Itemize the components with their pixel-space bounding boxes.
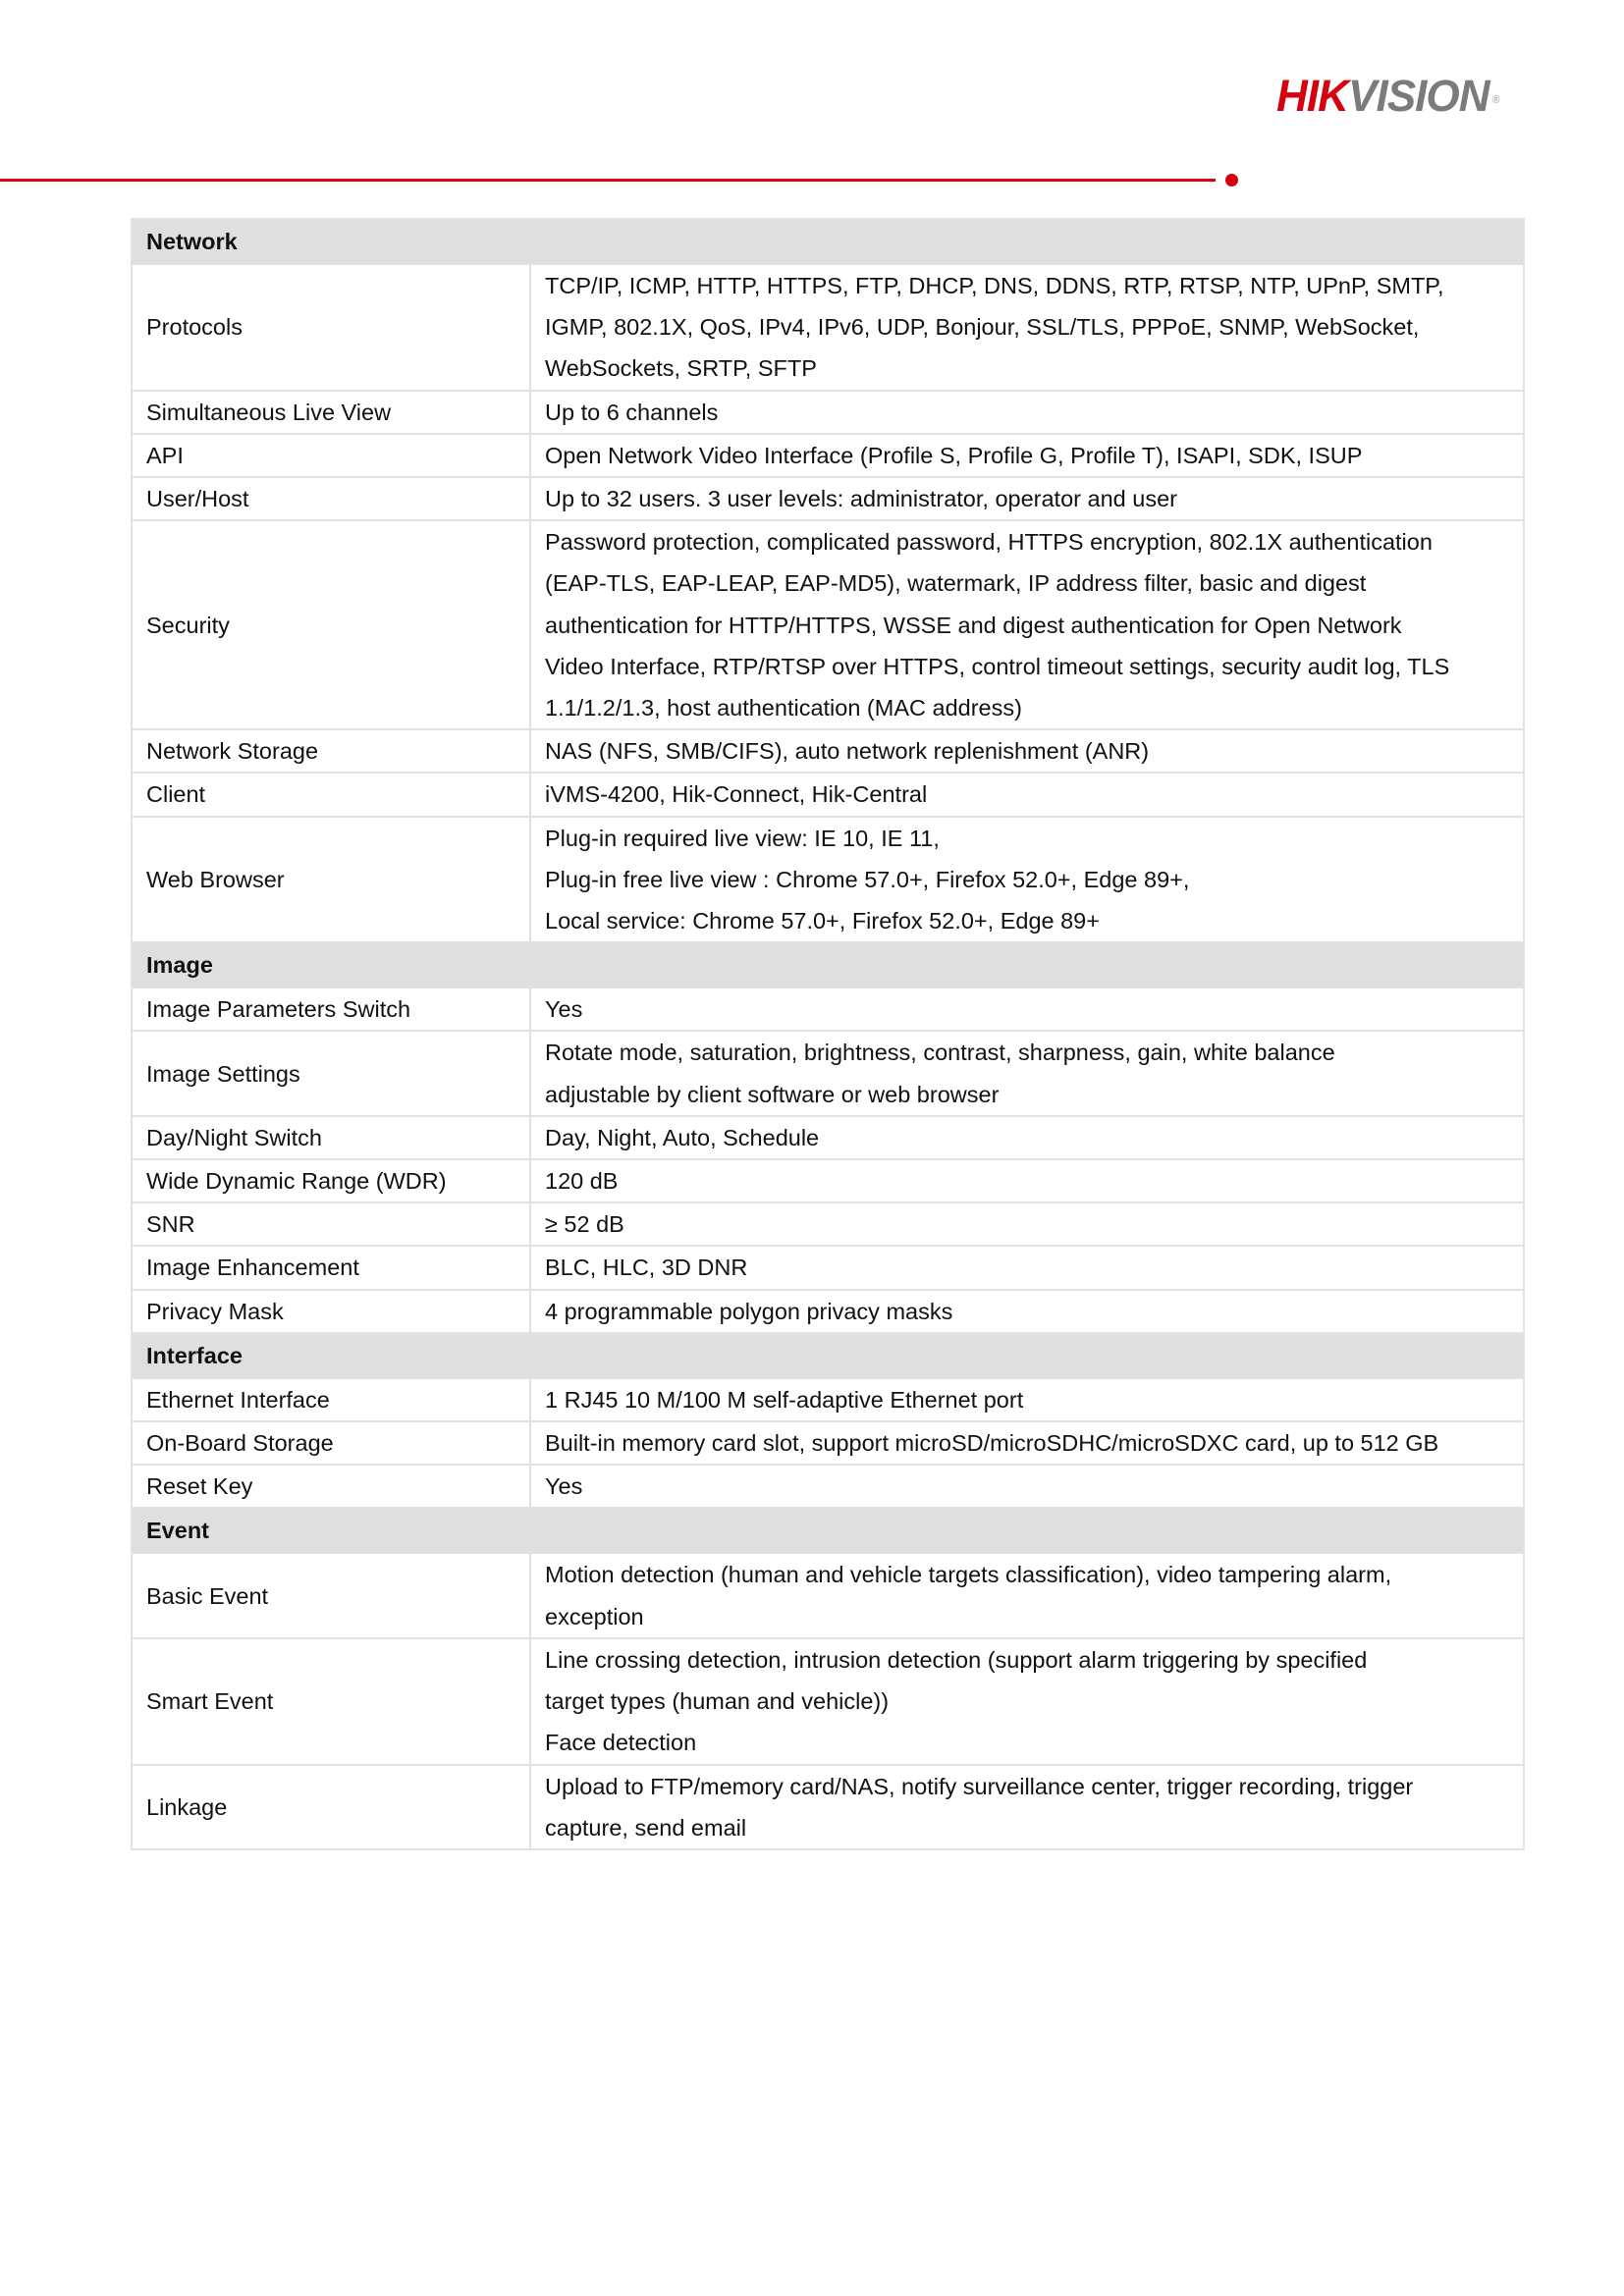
spec-value-line: Built-in memory card slot, support microSD/microSDHC/microSDXC card, up to 512 GB bbox=[545, 1430, 1439, 1457]
spec-value bbox=[530, 477, 1524, 520]
section-title: Image bbox=[132, 942, 1524, 988]
spec-row bbox=[132, 988, 1524, 1031]
spec-value-line: ≥ 52 dB bbox=[545, 1211, 624, 1238]
spec-value-line: WebSockets, SRTP, SFTP bbox=[545, 355, 817, 382]
spec-row bbox=[132, 1421, 1524, 1465]
spec-value-line: Yes bbox=[545, 996, 583, 1023]
spec-row bbox=[132, 1159, 1524, 1202]
spec-label: Linkage bbox=[132, 1765, 530, 1849]
spec-row bbox=[132, 773, 1524, 816]
registered-mark: ® bbox=[1491, 94, 1499, 106]
spec-value bbox=[530, 729, 1524, 773]
spec-row bbox=[132, 264, 1524, 391]
spec-value-line: 1 RJ45 10 M/100 M self-adaptive Ethernet port bbox=[545, 1386, 1024, 1413]
spec-label: Image Enhancement bbox=[132, 1246, 530, 1289]
spec-value-line: IGMP, 802.1X, QoS, IPv4, IPv6, UDP, Bonjour, SSL/TLS, PPPoE, SNMP, WebSocket, bbox=[545, 314, 1420, 341]
spec-value-line: Motion detection (human and vehicle targets classification), video tampering alarm, bbox=[545, 1562, 1392, 1588]
spec-label: API bbox=[132, 434, 530, 477]
spec-row bbox=[132, 1116, 1524, 1159]
spec-value-line: Video Interface, RTP/RTSP over HTTPS, control timeout settings, security audit log, TLS bbox=[545, 653, 1450, 679]
specification-table bbox=[131, 218, 1525, 1850]
spec-label: Smart Event bbox=[132, 1638, 530, 1765]
spec-value bbox=[530, 988, 1524, 1031]
header-red-rule bbox=[0, 179, 1216, 182]
spec-label: Client bbox=[132, 773, 530, 816]
spec-label: Security bbox=[132, 520, 530, 729]
spec-value bbox=[530, 520, 1524, 729]
spec-value-line: Day, Night, Auto, Schedule bbox=[545, 1124, 820, 1150]
spec-row bbox=[132, 434, 1524, 477]
spec-value-line: Local service: Chrome 57.0+, Firefox 52.0+, Edge 89+ bbox=[545, 908, 1100, 934]
spec-row bbox=[132, 1765, 1524, 1849]
spec-row bbox=[132, 1465, 1524, 1508]
spec-value bbox=[530, 1159, 1524, 1202]
spec-value-line: adjustable by client software or web browser bbox=[545, 1081, 1000, 1107]
spec-value bbox=[530, 1638, 1524, 1765]
spec-value-line: capture, send email bbox=[545, 1814, 747, 1841]
spec-value-line: BLC, HLC, 3D DNR bbox=[545, 1255, 748, 1281]
spec-value bbox=[530, 1421, 1524, 1465]
spec-label: Protocols bbox=[132, 264, 530, 391]
spec-value bbox=[530, 1246, 1524, 1289]
spec-row bbox=[132, 1246, 1524, 1289]
spec-label: SNR bbox=[132, 1202, 530, 1246]
section-title: Interface bbox=[132, 1333, 1524, 1378]
spec-value-line: 120 dB bbox=[545, 1168, 619, 1195]
spec-value-line: Line crossing detection, intrusion detection (support alarm triggering by specified bbox=[545, 1646, 1368, 1673]
spec-value-line: Open Network Video Interface (Profile S, Profile G, Profile T), ISAPI, SDK, ISUP bbox=[545, 442, 1363, 468]
logo-gray-text: VISION bbox=[1348, 71, 1489, 121]
spec-row bbox=[132, 520, 1524, 729]
spec-row bbox=[132, 817, 1524, 943]
spec-value-line: Face detection bbox=[545, 1730, 697, 1756]
spec-value-line: Password protection, complicated password, HTTPS encryption, 802.1X authentication bbox=[545, 529, 1433, 556]
spec-row bbox=[132, 1031, 1524, 1115]
spec-value-line: Up to 6 channels bbox=[545, 399, 719, 425]
spec-value bbox=[530, 1465, 1524, 1508]
spec-value bbox=[530, 264, 1524, 391]
spec-value bbox=[530, 1202, 1524, 1246]
spec-row bbox=[132, 729, 1524, 773]
hikvision-logo bbox=[1276, 71, 1499, 121]
spec-label: Privacy Mask bbox=[132, 1290, 530, 1333]
spec-value-line: 1.1/1.2/1.3, host authentication (MAC address) bbox=[545, 695, 1022, 721]
spec-value bbox=[530, 1116, 1524, 1159]
spec-value-line: 4 programmable polygon privacy masks bbox=[545, 1298, 953, 1324]
section-title: Network bbox=[132, 219, 1524, 264]
spec-value-line: TCP/IP, ICMP, HTTP, HTTPS, FTP, DHCP, DNS, DDNS, RTP, RTSP, NTP, UPnP, SMTP, bbox=[545, 273, 1444, 298]
spec-row bbox=[132, 477, 1524, 520]
spec-value-line: (EAP-TLS, EAP-LEAP, EAP-MD5), watermark, IP address filter, basic and digest bbox=[545, 570, 1367, 597]
spec-value bbox=[530, 773, 1524, 816]
spec-value-line: Rotate mode, saturation, brightness, contrast, sharpness, gain, white balance bbox=[545, 1040, 1335, 1066]
spec-row bbox=[132, 1638, 1524, 1765]
spec-label: Basic Event bbox=[132, 1553, 530, 1637]
spec-value bbox=[530, 1765, 1524, 1849]
spec-value bbox=[530, 1031, 1524, 1115]
spec-value bbox=[530, 434, 1524, 477]
spec-label: On-Board Storage bbox=[132, 1421, 530, 1465]
spec-label: Network Storage bbox=[132, 729, 530, 773]
spec-value bbox=[530, 391, 1524, 434]
spec-label: Wide Dynamic Range (WDR) bbox=[132, 1159, 530, 1202]
section-header-row bbox=[132, 942, 1524, 988]
spec-label: User/Host bbox=[132, 477, 530, 520]
specification-table-body bbox=[132, 219, 1524, 1849]
spec-value bbox=[530, 1378, 1524, 1421]
spec-value-line: iVMS-4200, Hik-Connect, Hik-Central bbox=[545, 781, 928, 808]
section-header-row bbox=[132, 1508, 1524, 1553]
spec-value-line: exception bbox=[545, 1603, 644, 1629]
spec-value-line: Yes bbox=[545, 1473, 583, 1500]
spec-row bbox=[132, 1553, 1524, 1637]
spec-label: Image Settings bbox=[132, 1031, 530, 1115]
spec-row bbox=[132, 1378, 1524, 1421]
spec-value-line: Plug-in required live view: IE 10, IE 11, bbox=[545, 825, 940, 851]
spec-value-line: Plug-in free live view : Chrome 57.0+, Firefox 52.0+, Edge 89+, bbox=[545, 866, 1190, 892]
spec-value bbox=[530, 1290, 1524, 1333]
spec-value-line: authentication for HTTP/HTTPS, WSSE and digest authentication for Open Network bbox=[545, 612, 1402, 638]
spec-label: Simultaneous Live View bbox=[132, 391, 530, 434]
spec-value bbox=[530, 1553, 1524, 1637]
spec-value-line: Up to 32 users. 3 user levels: administrator, operator and user bbox=[545, 486, 1177, 512]
spec-value bbox=[530, 817, 1524, 943]
logo-red-text: HIK bbox=[1276, 71, 1349, 121]
section-title: Event bbox=[132, 1508, 1524, 1553]
spec-row bbox=[132, 1202, 1524, 1246]
spec-value-line: Upload to FTP/memory card/NAS, notify surveillance center, trigger recording, trigger bbox=[545, 1773, 1414, 1799]
section-header-row bbox=[132, 219, 1524, 264]
spec-row bbox=[132, 391, 1524, 434]
spec-label: Image Parameters Switch bbox=[132, 988, 530, 1031]
header-red-dot bbox=[1225, 174, 1238, 187]
spec-label: Reset Key bbox=[132, 1465, 530, 1508]
spec-value-line: target types (human and vehicle)) bbox=[545, 1688, 890, 1715]
spec-label: Web Browser bbox=[132, 817, 530, 943]
spec-label: Ethernet Interface bbox=[132, 1378, 530, 1421]
spec-value-line: NAS (NFS, SMB/CIFS), auto network replenishment (ANR) bbox=[545, 738, 1150, 765]
spec-row bbox=[132, 1290, 1524, 1333]
section-header-row bbox=[132, 1333, 1524, 1378]
spec-label: Day/Night Switch bbox=[132, 1116, 530, 1159]
